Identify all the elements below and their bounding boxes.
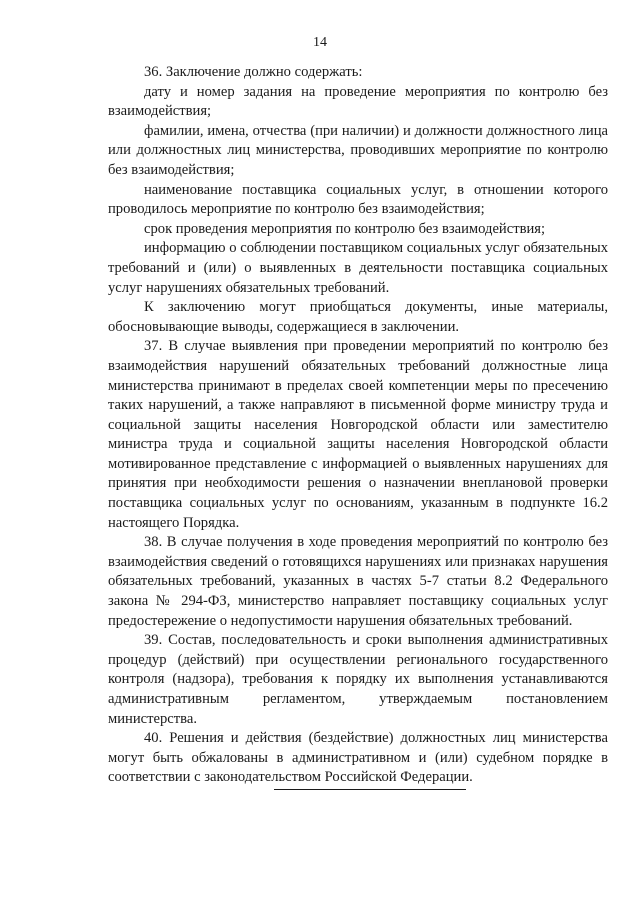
paragraph-36-heading: 36. Заключение должно содержать: [144, 64, 363, 80]
paragraph-36-item-supplier: наименование поставщика социальных услуг, в отношении которого проводилось мероприятие по контролю без взаимодействия; [108, 181, 608, 218]
page-number: 14 [313, 35, 327, 50]
paragraph-36-item-officials: фамилии, имена, отчества (при наличии) и должности должностного лица или должностных лиц министерства, проводивших мероприятие по контролю без взаимодействия; [108, 122, 608, 178]
paragraph-38: 38. В случае получения в ходе проведения мероприятий по контролю без взаимодействия сведений о готовящихся нарушениях или признаках нарушения обязательных требований, указанных в частях 5-7 статьи 8.2 Федерального закона № 294-ФЗ, министерство направляет поставщику социальных услуг предостережение о недопустимости нарушения обязательных требований. [108, 534, 608, 629]
paragraph-36-attachments: К заключению могут приобщаться документы, иные материалы, обосновывающие выводы, содержащиеся в заключении. [108, 299, 608, 335]
paragraph-36-item-date: дату и номер задания на проведение мероприятия по контролю без взаимодействия; [108, 83, 608, 120]
paragraph-39: 39. Состав, последовательность и сроки выполнения административных процедур (действий) при осуществлении регионального государственного контроля (надзора), требования к порядку их выполнения устанавливаются административным регламентом, утверждаемым постановлением министерства. [108, 632, 608, 727]
paragraph-36-item-term: срок проведения мероприятия по контролю без взаимодействия; [144, 220, 546, 237]
document-body [108, 63, 608, 788]
paragraph-36-item-information: информацию о соблюдении поставщиком социальных услуг обязательных требований и (или) о выявленных в деятельности поставщика социальных услуг нарушениях обязательных требований. [108, 240, 608, 296]
end-separator-line [274, 789, 466, 790]
paragraph-40: 40. Решения и действия (бездействие) должностных лиц министерства могут быть обжалованы в административном и (или) судебном порядке в соответствии с законодательством Российской Федерации. [108, 730, 608, 786]
paragraph-37: 37. В случае выявления при проведении мероприятий по контролю без взаимодействия нарушений обязательных требований должностные лица министерства принимают в пределах своей компетенции меры по пресечению таких нарушений, а также направляют в письменной форме министру труда и социальной защиты населения Новгородской области или заместителю министра труда и социальной защиты населения Новгородской области мотивированное представление с информацией о выявленных нарушениях для принятия при необходимости решения о назначении внеплановой проверки поставщика социальных услуг по основаниям, указанным в подпункте 16.2 настоящего Порядка. [108, 338, 608, 531]
